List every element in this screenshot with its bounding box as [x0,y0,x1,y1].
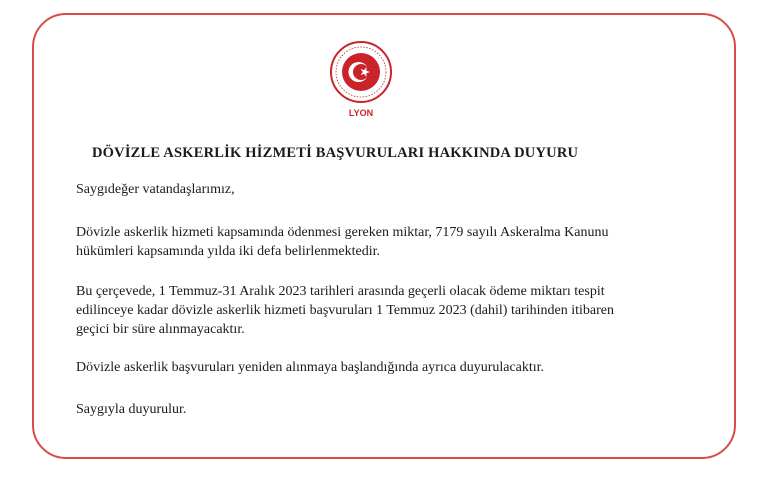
paragraph-3: Dövizle askerlik başvuruları yeniden alınmaya başlandığında ayrıca duyurulacaktır. [76,360,545,375]
paragraph-2-line: geçici bir süre alınmayacaktır. [76,322,245,337]
paragraph-2-line: Bu çerçevede, 1 Temmuz-31 Aralık 2023 tarihleri arasında geçerli olacak ödeme miktarı tespit [76,284,605,299]
paragraph-1-line: hükümleri kapsamında yılda iki defa belirlenmektedir. [76,244,381,259]
paragraph-2-line: edilinceye kadar dövizle askerlik hizmeti başvuruları 1 Temmuz 2023 (dahil) tarihinden itibaren [76,303,614,318]
emblem-caption: LYON [348,108,374,118]
greeting: Saygıdeğer vatandaşlarımız, [76,182,235,197]
closing-line: Saygıyla duyurulur. [76,402,187,417]
paragraph-2 [76,282,716,339]
paragraph-1 [76,223,716,261]
paragraph-1-line: Dövizle askerlik hizmeti kapsamında ödenmesi gereken miktar, 7179 sayılı Askeralma Kanunu [76,225,609,240]
consulate-emblem-icon [329,40,393,104]
document-title: DÖVİZLE ASKERLİK HİZMETİ BAŞVURULARI HAKKINDA DUYURU [92,145,579,161]
